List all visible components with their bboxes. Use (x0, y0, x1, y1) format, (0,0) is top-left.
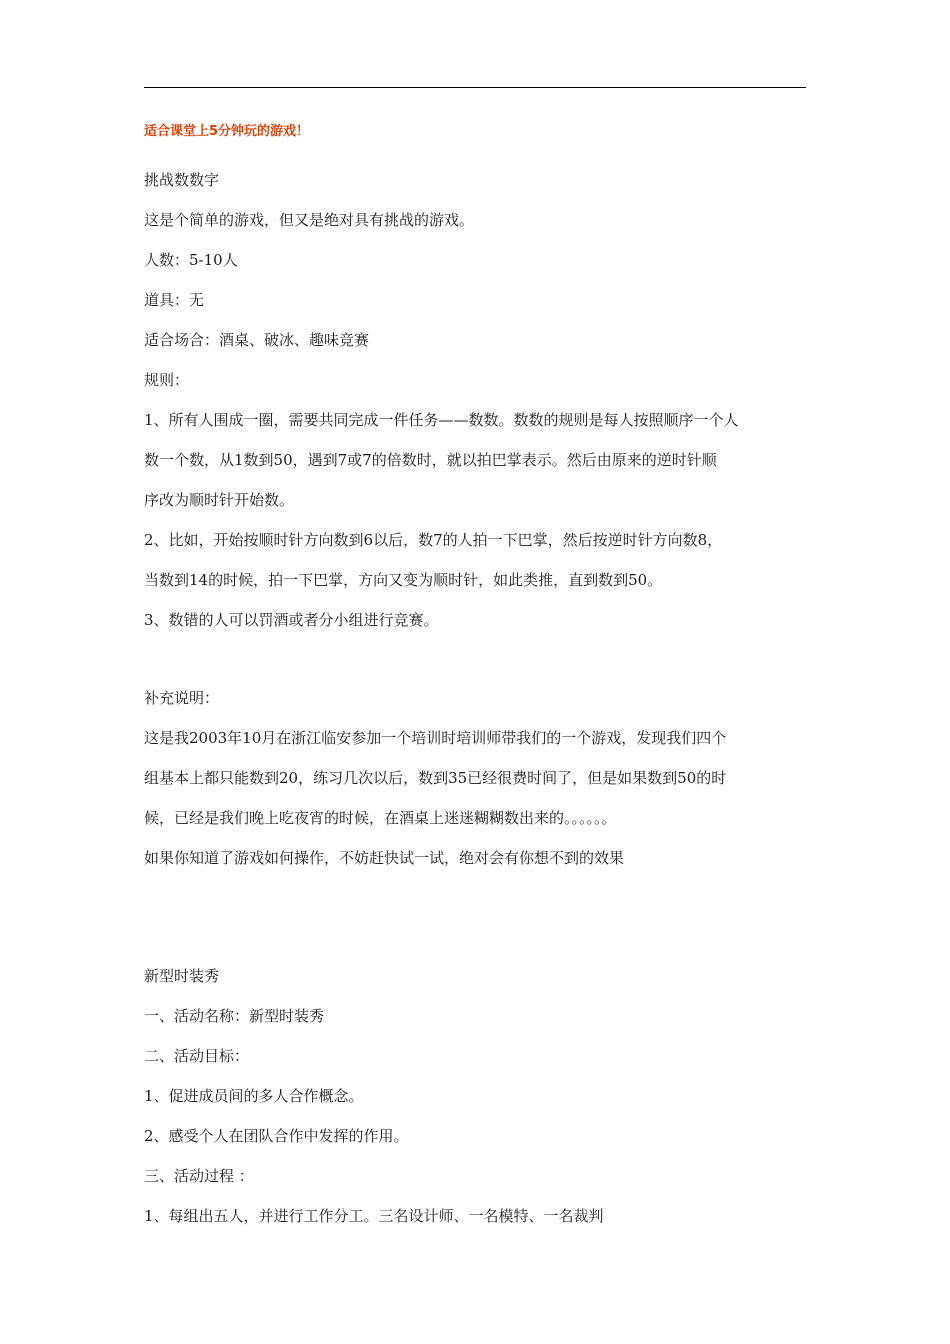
game1-rule3: 3、数错的人可以罚酒或者分小组进行竞赛。 (144, 611, 439, 629)
game2-heading: 新型时装秀 (144, 967, 220, 985)
game1-props: 道具：无 (144, 291, 205, 309)
closing-line: 如果你知道了游戏如何操作，不妨赶快试一试，绝对会有你想不到的效果 (144, 849, 625, 867)
game2-goal2: 2、感受个人在团队合作中发挥的作用。 (144, 1127, 409, 1145)
game1-rule2-line2: 当数到14的时候，拍一下巴掌，方向又变为顺时针，如此类推，直到数到50。 (144, 571, 663, 589)
game1-people: 人数：5-10人 (144, 251, 238, 269)
game1-rules-label: 规则： (144, 371, 190, 389)
supplement-line1: 这是我2003年10月在浙江临安参加一个培训时培训师带我们的一个游戏，发现我们四个 (144, 729, 727, 747)
game2-process1: 1、每组出五人，并进行工作分工。三名设计师、一名模特、一名裁判 (144, 1207, 604, 1225)
game1-intro: 这是个简单的游戏，但又是绝对具有挑战的游戏。 (144, 211, 475, 229)
game2-process-label: 三、活动过程 ： (144, 1167, 254, 1185)
game2-goal1: 1、促进成员间的多人合作概念。 (144, 1087, 364, 1105)
game1-occasions: 适合场合：酒桌、破冰、趣味竞赛 (144, 331, 370, 349)
document-title: 适合课堂上5分钟玩的游戏！ (144, 124, 310, 139)
supplement-line3: 候，已经是我们晚上吃夜宵的时候，在酒桌上迷迷糊糊数出来的。。。。。。 (144, 809, 617, 827)
supplement-label: 补充说明： (144, 689, 220, 707)
header-rule (144, 87, 806, 88)
game1-rule1-line2: 数一个数，从1数到50，遇到7或7的倍数时，就以拍巴掌表示。然后由原来的逆时针顺 (144, 451, 717, 469)
game2-goals-label: 二、活动目标： (144, 1047, 250, 1065)
game1-rule1-line1: 1、所有人围成一圈，需要共同完成一件任务——数数。数数的规则是每人按照顺序一个人 (144, 411, 739, 429)
game2-name-line: 一、活动名称：新型时装秀 (144, 1007, 325, 1025)
game1-heading: 挑战数数字 (144, 171, 220, 189)
game1-rule2-line1: 2、比如，开始按顺时针方向数到6以后，数7的人拍一下巴掌，然后按逆时针方向数8， (144, 531, 723, 549)
supplement-line2: 组基本上都只能数到20，练习几次以后，数到35已经很费时间了，但是如果数到50的时 (144, 769, 727, 787)
game1-rule1-line3: 序改为顺时针开始数。 (144, 491, 295, 509)
